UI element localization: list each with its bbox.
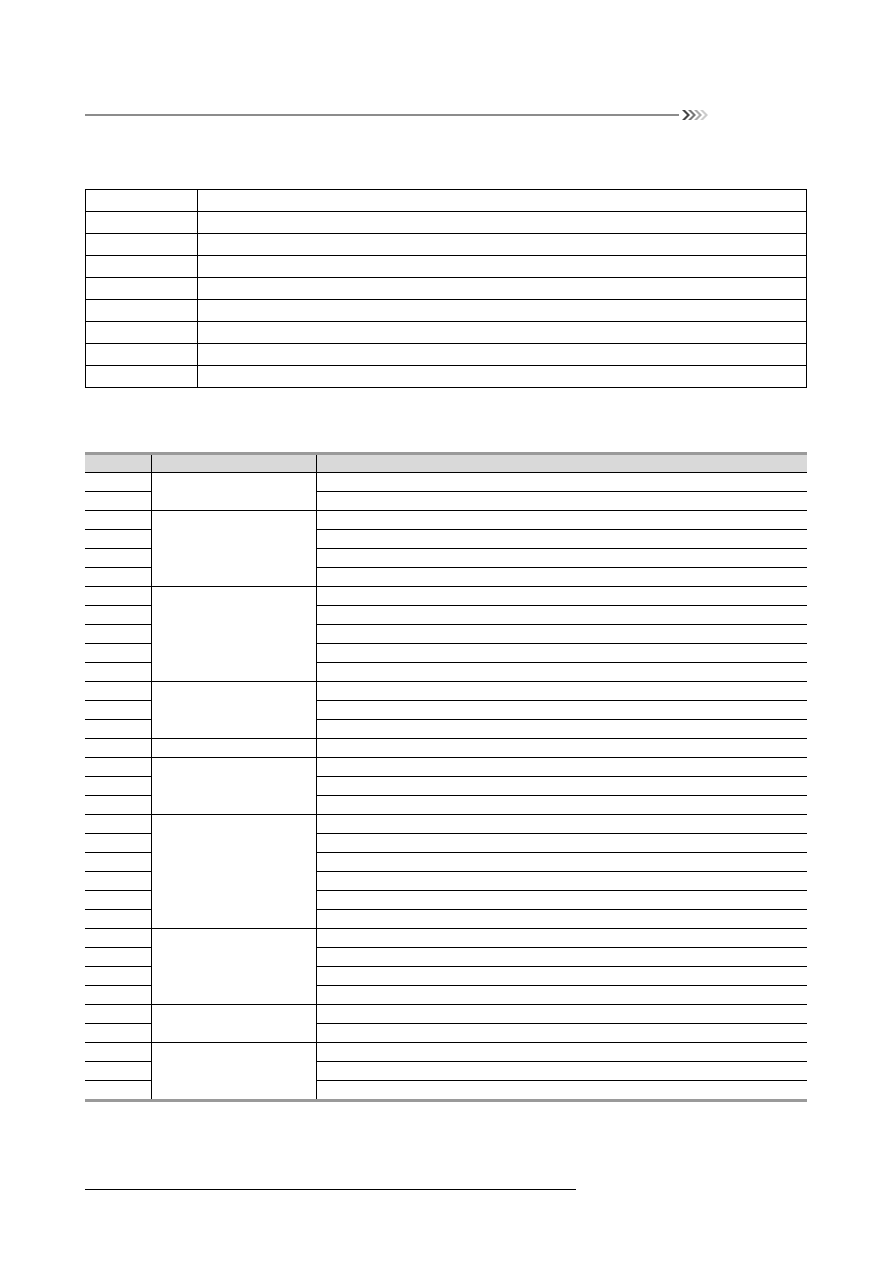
table-row bbox=[86, 322, 807, 344]
item-number-cell bbox=[85, 929, 151, 948]
item-description-cell bbox=[316, 492, 807, 511]
item-description-cell bbox=[316, 1005, 807, 1024]
table-row bbox=[86, 256, 807, 278]
table-row bbox=[85, 511, 807, 530]
item-number-cell bbox=[85, 948, 151, 967]
item-description-cell bbox=[316, 986, 807, 1005]
item-description-cell bbox=[316, 644, 807, 663]
item-number-cell bbox=[85, 872, 151, 891]
item-number-cell bbox=[85, 834, 151, 853]
item-description-cell bbox=[316, 701, 807, 720]
item-number-cell bbox=[85, 910, 151, 929]
item-number-cell bbox=[85, 1005, 151, 1024]
row-value-cell bbox=[198, 366, 807, 388]
item-description-cell bbox=[316, 758, 807, 777]
item-number-cell bbox=[85, 1081, 151, 1101]
table-row bbox=[85, 929, 807, 948]
group-label-cell bbox=[151, 473, 316, 511]
table-row bbox=[86, 234, 807, 256]
item-number-cell bbox=[85, 473, 151, 492]
item-description-cell bbox=[316, 1062, 807, 1081]
item-description-cell bbox=[316, 910, 807, 929]
header-rule bbox=[85, 114, 679, 116]
item-description-cell bbox=[316, 587, 807, 606]
row-value-cell bbox=[198, 234, 807, 256]
row-label-cell bbox=[86, 256, 198, 278]
table-row bbox=[86, 344, 807, 366]
table-row bbox=[85, 682, 807, 701]
item-description-cell bbox=[316, 1024, 807, 1043]
item-number-cell bbox=[85, 986, 151, 1005]
item-number-cell bbox=[85, 530, 151, 549]
table-row bbox=[85, 758, 807, 777]
group-label-cell bbox=[151, 682, 316, 739]
group-label-cell bbox=[151, 511, 316, 587]
table-row bbox=[85, 473, 807, 492]
group-label-cell bbox=[151, 1005, 316, 1043]
item-number-cell bbox=[85, 758, 151, 777]
item-number-cell bbox=[85, 1062, 151, 1081]
item-description-cell bbox=[316, 473, 807, 492]
table-row bbox=[86, 300, 807, 322]
group-label-cell bbox=[151, 758, 316, 815]
item-number-cell bbox=[85, 796, 151, 815]
item-description-cell bbox=[316, 1081, 807, 1101]
item-number-cell bbox=[85, 720, 151, 739]
header-cell-1 bbox=[85, 454, 151, 473]
item-number-cell bbox=[85, 701, 151, 720]
table-row bbox=[85, 739, 807, 758]
item-description-cell bbox=[316, 777, 807, 796]
item-number-cell bbox=[85, 1024, 151, 1043]
row-label-cell bbox=[86, 234, 198, 256]
item-description-cell bbox=[316, 796, 807, 815]
header-cell-3 bbox=[316, 454, 807, 473]
table-row bbox=[86, 212, 807, 234]
group-label-cell bbox=[151, 587, 316, 682]
item-description-cell bbox=[316, 625, 807, 644]
row-label-cell bbox=[86, 300, 198, 322]
item-description-cell bbox=[316, 549, 807, 568]
item-description-cell bbox=[316, 606, 807, 625]
item-number-cell bbox=[85, 511, 151, 530]
item-description-cell bbox=[316, 929, 807, 948]
item-description-cell bbox=[316, 739, 807, 758]
row-label-cell bbox=[86, 322, 198, 344]
row-value-cell bbox=[198, 190, 807, 212]
item-description-cell bbox=[316, 568, 807, 587]
item-number-cell bbox=[85, 853, 151, 872]
item-number-cell bbox=[85, 815, 151, 834]
row-value-cell bbox=[198, 344, 807, 366]
row-value-cell bbox=[198, 256, 807, 278]
row-value-cell bbox=[198, 300, 807, 322]
item-description-cell bbox=[316, 948, 807, 967]
table-row bbox=[85, 1043, 807, 1062]
item-number-cell bbox=[85, 549, 151, 568]
row-label-cell bbox=[86, 212, 198, 234]
table-row bbox=[86, 190, 807, 212]
row-value-cell bbox=[198, 212, 807, 234]
item-number-cell bbox=[85, 739, 151, 758]
item-number-cell bbox=[85, 606, 151, 625]
group-label-cell bbox=[151, 815, 316, 929]
item-number-cell bbox=[85, 891, 151, 910]
table-row bbox=[85, 587, 807, 606]
footnote-rule bbox=[85, 1189, 576, 1190]
row-value-cell bbox=[198, 278, 807, 300]
header-cell-2 bbox=[151, 454, 316, 473]
group-label-cell bbox=[151, 1043, 316, 1101]
item-description-cell bbox=[316, 834, 807, 853]
table-header-row bbox=[85, 454, 807, 473]
item-description-cell bbox=[316, 1043, 807, 1062]
spec-table bbox=[85, 189, 807, 388]
group-label-cell bbox=[151, 739, 316, 758]
item-number-cell bbox=[85, 587, 151, 606]
item-description-cell bbox=[316, 967, 807, 986]
row-label-cell bbox=[86, 278, 198, 300]
item-number-cell bbox=[85, 644, 151, 663]
item-description-cell bbox=[316, 720, 807, 739]
item-number-cell bbox=[85, 777, 151, 796]
item-number-cell bbox=[85, 1043, 151, 1062]
item-number-cell bbox=[85, 568, 151, 587]
row-label-cell bbox=[86, 366, 198, 388]
item-description-cell bbox=[316, 815, 807, 834]
item-description-cell bbox=[316, 530, 807, 549]
table-row bbox=[85, 815, 807, 834]
double-chevron-right-icon bbox=[680, 108, 710, 122]
row-label-cell bbox=[86, 344, 198, 366]
table-row bbox=[86, 278, 807, 300]
table-row bbox=[85, 1005, 807, 1024]
item-description-cell bbox=[316, 872, 807, 891]
item-number-cell bbox=[85, 663, 151, 682]
item-description-cell bbox=[316, 511, 807, 530]
row-value-cell bbox=[198, 322, 807, 344]
item-description-cell bbox=[316, 663, 807, 682]
item-description-cell bbox=[316, 682, 807, 701]
item-number-cell bbox=[85, 492, 151, 511]
item-number-cell bbox=[85, 625, 151, 644]
item-number-cell bbox=[85, 967, 151, 986]
table-row bbox=[86, 366, 807, 388]
item-description-cell bbox=[316, 891, 807, 910]
item-number-cell bbox=[85, 682, 151, 701]
grouped-table bbox=[85, 452, 807, 1102]
group-label-cell bbox=[151, 929, 316, 1005]
item-description-cell bbox=[316, 853, 807, 872]
row-label-cell bbox=[86, 190, 198, 212]
